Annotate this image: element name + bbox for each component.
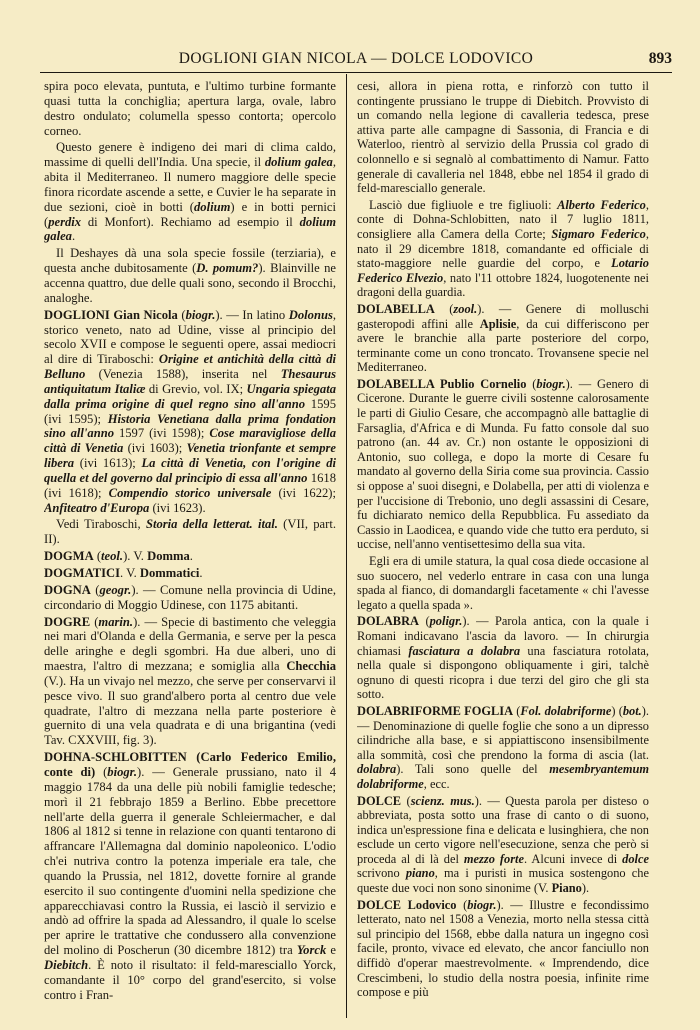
text-run: ). — Generale prussiano, nato il 4 maggio 1784 da una delle più nobili famiglie tedesche; morì il 21 febbrajo 1859 a Berlino. Ebbe precettore nell'arte della guerra il generale Schleiermacher, e dal 1806 al 1812 si tenne in relazione con quanti tentarono di affrancare l'Allemagna dal dominio napoleonico. L'odio ch'ei nutriva contro la potenza imperiale era tale, che quando la Prussia, nel 1812, dovette fornire al grande esercito il suo contingente d'uomini nella spedizione che apparecchiavasi contro la Russia, ei lasciò il servizio e andò ad offrire la spada ad Alessandro, il quale lo scelse per aprire le trattative che condussero alla convenzione del molino di Poscherun (30 dicembre 1812) tra [44, 764, 336, 958]
text-run: ( [434, 301, 454, 316]
italic-text: Anfiteatro d'Europa [44, 500, 150, 515]
italic-text: perdix [48, 214, 82, 229]
italic-text: Yorck [296, 943, 327, 958]
italic-text: geogr. [99, 582, 132, 597]
dictionary-entry [357, 377, 649, 552]
text-run: e [326, 943, 336, 958]
text-run: ). — Parola antica, con la quale i Romani indicavano l'ascia da lavoro. — In chirurgia chiamasi [357, 614, 649, 658]
paragraph [44, 79, 336, 138]
italic-text: Cose maravigliose della città di Venetia [44, 426, 336, 456]
italic-text: dolium galea [264, 155, 333, 170]
italic-text: teol. [101, 549, 124, 564]
paragraph [44, 517, 336, 547]
italic-text: poligr. [429, 614, 463, 629]
text-run: cesi, allora in piena rotta, e rinforzò con tutto il contingente prussiano le truppe di Diebitch. Provvisto di un comando nella legione di cavalleria tedesca, prese attiva parte alle campagne di Sassonia, di Francia e di Waterloo, rientrò al servizio della Prussia col grado di colonnello e si segnalò al combattimento di Namur. Fatto generale di cavalleria nel 1848, ebbe nel 1854 il grado di feld-maresciallo generale. [357, 79, 649, 196]
text-run: ( [90, 614, 99, 629]
dictionary-entry [44, 750, 336, 1002]
text-run: , storico veneto, nato ad Udine, visse al principio del secolo XVII e compose le seguenti opere, assai mediocri al dire di Tiraboschi: [44, 307, 336, 367]
page-number: 893 [648, 50, 672, 67]
italic-text: biogr. [467, 897, 497, 912]
italic-text: dolabra [357, 762, 397, 777]
text-run: , ma i puristi in musica sostengono che queste due voci non sono sinonime (V. [357, 866, 649, 896]
paragraph [44, 140, 336, 244]
italic-text: fasciatura a dolabra [408, 643, 521, 658]
headword: Dommatici [139, 566, 200, 580]
italic-text: La città di Venetia, con l'origine di quella et del governo dal principio di essa all'anno [44, 456, 336, 485]
italic-text: Fol. dolabriforme [520, 703, 612, 718]
text-run: , nato il 29 dicembre 1818, comandante ed officiale di stato-maggiore nelle guardie del corpo, e [357, 226, 649, 271]
text-run: Lasciò due figliuole e tre figliuoli: [369, 197, 558, 212]
headword: DOLABELLA Publio Cornelio [357, 376, 527, 391]
text-run: (VII, part. II). [44, 517, 336, 547]
italic-text: Alberto Federico [557, 197, 646, 212]
dictionary-entry [357, 898, 649, 1000]
headword: DOHNA-SCHLOBITTEN (Carlo Federico Emilio, conte di) [44, 750, 336, 779]
headword: DOLABELLA [357, 301, 435, 316]
headword: DOGMATICI [44, 566, 121, 580]
paragraph [357, 198, 649, 300]
headword: DOLABRIFORME FOGLIA [357, 703, 514, 718]
text-run: . V. [120, 566, 140, 580]
italic-text: marin. [98, 614, 134, 629]
text-run: ). — Denominazione di quelle foglie che sono a un dipresso cilindriche alla base, e si appiattiscono insensibilmente alla sommità, così che prendono la forma di ascia (lat. [357, 703, 649, 762]
italic-text: biogr. [107, 764, 138, 779]
running-header [40, 40, 672, 70]
italic-text: dolium [194, 199, 231, 214]
italic-text: piano [405, 866, 435, 881]
text-run: ) ( [611, 703, 623, 718]
text-run: di Monfort). Rechiamo ad esempio il [81, 214, 300, 229]
text-run: . È noto il risultato: il feld-maresciallo Yorck, comandante il 10° corpo del grand'esercito, si volse contro i Fran- [44, 957, 336, 1002]
italic-text: Lotario Federico Elvezio [357, 256, 649, 285]
text-run: ). — Genere di molluschi gasteropodi affini alle [357, 301, 649, 331]
text-run: 1597 (ivi 1598); [114, 426, 210, 441]
italic-text: Ungaria spiegata dalla prima origine di quel regno sino all'anno [44, 381, 336, 411]
headword: DOLABRA [357, 614, 419, 629]
right-column [357, 79, 649, 1017]
text-run: ( [418, 614, 430, 629]
text-run: una fasciatura rotolata, nella quale si dispongono obliquamente i giri, talchè ognuno di questi ricopra i due terzi del giro che gli sta sotto. [357, 643, 649, 702]
text-run: ). V. [123, 549, 148, 564]
italic-text: zool. [453, 301, 478, 316]
text-run: ( [513, 703, 521, 718]
italic-text: dolium galea [44, 214, 336, 244]
text-run: Egli era di umile statura, la qual cosa diede occasione al suo suocero, nel vederlo entrare in casa con una lunga spada al fianco, di domandargli facetamente « chi l'avesse legato a quella spada ». [357, 554, 649, 612]
text-run: ). — Comune nella provincia di Udine, circondario di Moggio Udinese, con 1175 abitanti. [44, 582, 336, 612]
text-run: . [189, 549, 193, 564]
text-run: scrivono [357, 866, 406, 881]
dictionary-entry [357, 302, 649, 375]
text-run: ( [526, 376, 537, 391]
paragraph [44, 246, 336, 305]
headword: Aplisie [479, 316, 517, 331]
italic-text: Sigmaro Federico [551, 226, 646, 241]
text-run: ( [177, 307, 186, 322]
text-run: ). Tali sono quelle del [396, 762, 550, 777]
headword: DOLCE [357, 793, 402, 808]
italic-text: Storia della letterat. ital. [145, 517, 278, 532]
text-run: Vedi Tiraboschi, [56, 517, 146, 532]
italic-text: bot. [622, 703, 642, 718]
italic-text: Compendio storico universale [108, 485, 272, 500]
text-run: ). — Questa parola per disteso o abbreviata, posta sotto una frase di canto o di suono, indica un'espressione fina e delicata e lusinghiera, che non esclude un certo vigore nell'esecuzione, senza che però si proceda al di là del [357, 793, 649, 866]
italic-text: biogr. [185, 307, 216, 322]
headword: DOGMA [44, 549, 94, 564]
text-run: ). — Specie di bastimento che veleggia nei mari d'Olanda e della Germania, e serve per la pesca delle aringhe e degli sgombri. Ha due alberi, uno di maestra, l'altro di mezzana; e somiglia alla [44, 614, 336, 674]
text-run: , nato l'11 ottobre 1824, luogotenente nei dragoni della guardia. [357, 270, 649, 300]
text-run: ) e in botti pernici ( [44, 199, 336, 229]
header-rule [40, 72, 672, 73]
text-run: ). Blainville ne accenna quattro, due delle quali sono, secondo il Brocchi, analoghe. [44, 261, 336, 305]
headword: DOLCE Lodovico [357, 897, 457, 912]
text-run: spira poco elevata, puntuta, e l'ultimo turbine formante quasi tutta la conchiglia; apertura larga, ovale, labro destro ondulato; columella spesso contorta; opercolo corneo. [44, 79, 336, 138]
text-run: , abita il Mediterraneo. Il numero maggiore delle specie finora ricordate ascende a sette, e Cuvier le ha separate in due sezioni, cioè in botti ( [44, 155, 336, 214]
text-run: ( [90, 582, 100, 597]
text-run: . [199, 566, 203, 580]
text-run: ). — Genero di Cicerone. Durante le guerre civili sostenne calorosamente le parti di Giulio Cesare, che accompagnò alle battaglie di Farsaglia, d'Africa e di Munda. Fu fatto console dal suo patrono (an. 44 av. Cr.) non ostante le opposizioni di Antonio, suo collega, e dopo la morte di Cesare fu mandato al governo della Siria come sua provincia. Cassio si oppose a' suoi disegni, e Dolabella, per atti di violenza e per l'uccisione di Trebonio, uno degli assassini di Cesare, fu dichiarato nemico della Repubblica. Fu assediato da Cassio in Laodicea, e quando vide che tutto era perduto, si uccise, nell'anno ventisettesimo della sua vita. [357, 376, 649, 552]
text-run: ). — In latino [215, 307, 289, 322]
paragraph [357, 79, 649, 196]
italic-text: biogr. [536, 376, 566, 391]
italic-text: Diebitch [44, 957, 89, 972]
italic-text: scienz. mus. [410, 793, 475, 808]
headword: Domma [147, 549, 190, 564]
dictionary-entry [44, 566, 336, 581]
text-run: (ivi 1623). [149, 500, 206, 515]
left-column [44, 79, 336, 1017]
text-run: (Venezia 1588), inserita nel [85, 367, 281, 382]
running-title: DOGLIONI GIAN NICOLA — DOLCE LODOVICO [178, 50, 534, 67]
headword: Piano [551, 881, 582, 896]
text-run: , da cui differiscono per avere le branchie alla parte posteriore del corpo, terminante come un cono troncato. Trovansene specie nel Mediterraneo. [357, 316, 649, 375]
text-run: Questo genere è indigeno dei mari di clima caldo, massime di quelli dell'India. Una specie, il [44, 140, 336, 170]
text-run: ( [93, 549, 102, 564]
italic-text: mezzo forte [463, 851, 524, 866]
headword: DOGRE [44, 614, 91, 629]
text-run: (ivi 1613); [74, 456, 142, 471]
headword: DOGNA [44, 582, 91, 597]
text-run: ). [581, 881, 590, 896]
italic-text: Venetia trionfante et sempre libera [44, 441, 336, 471]
italic-text: Historia Venetiana dalla prima fondation sino all'anno [44, 411, 336, 441]
headword: DOGLIONI Gian Nicola [44, 307, 178, 322]
text-run: 1595 (ivi 1595); [44, 396, 336, 426]
text-run: (ivi 1603); [123, 441, 187, 456]
dictionary-entry [357, 704, 649, 792]
italic-text: dolce [622, 851, 649, 866]
dictionary-entry [357, 614, 649, 702]
dictionary-entry [44, 583, 336, 613]
text-run: ( [95, 764, 108, 779]
italic-text: Origine et antichità della città di Belluno [44, 352, 336, 382]
dictionary-entry [44, 308, 336, 516]
dictionary-entry [44, 615, 336, 749]
italic-text: Dolonus [288, 307, 333, 322]
text-run: ( [401, 793, 411, 808]
text-run: (ivi 1622); [271, 485, 336, 500]
text-run: , ecc. [423, 776, 450, 791]
dictionary-entry [44, 549, 336, 564]
italic-text: D. pomum? [196, 261, 259, 276]
text-run: ). — Illustre e fecondissimo letterato, nato nel 1508 a Venezia, morto nella stessa città sul principio del 1568, ebbe dalla natura un ingegno così facile, pronto, vivace ed elevato, che ancor fanciullo non diffidò d'operar maestrevolmente. « Imprendendo, dice Crescimbeni, lo studio della nostra poesia, infinite rime compose e più [357, 897, 649, 1000]
column-divider [346, 74, 347, 1018]
italic-text: mesembryantemum dolabriforme [357, 762, 649, 791]
text-run: Il Deshayes dà una sola specie fossile (terziaria), e questa anche dubitosamente ( [44, 246, 336, 276]
text-run: . [71, 229, 76, 244]
text-run: (V.). Ha un vivajo nel mezzo, che serve per conservarvi il pesce vivo. Il suo grand'albero porta al centro due vele quadrate, l'altro di mezzana nella parte posteriore è guernito di una vela quadrata e di una brigantina (vedi Tav. CXXVIII, fig. 3). [44, 673, 336, 748]
italic-text: Thesaurus antiquitatum Italiæ [44, 367, 336, 396]
text-run: ( [456, 897, 468, 912]
text-run: 1618 (ivi 1618); [44, 470, 336, 500]
text-run: , conte di Dohna-Schlobitten, nato il 7 luglio 1811, consigliere alla Camera della Corte; [357, 197, 649, 241]
text-run: di Grevio, vol. IX; [145, 381, 247, 396]
paragraph [357, 554, 649, 612]
headword: Checchia [286, 659, 336, 674]
dictionary-entry [357, 794, 649, 896]
text-run: . Alcuni invece di [524, 851, 623, 866]
